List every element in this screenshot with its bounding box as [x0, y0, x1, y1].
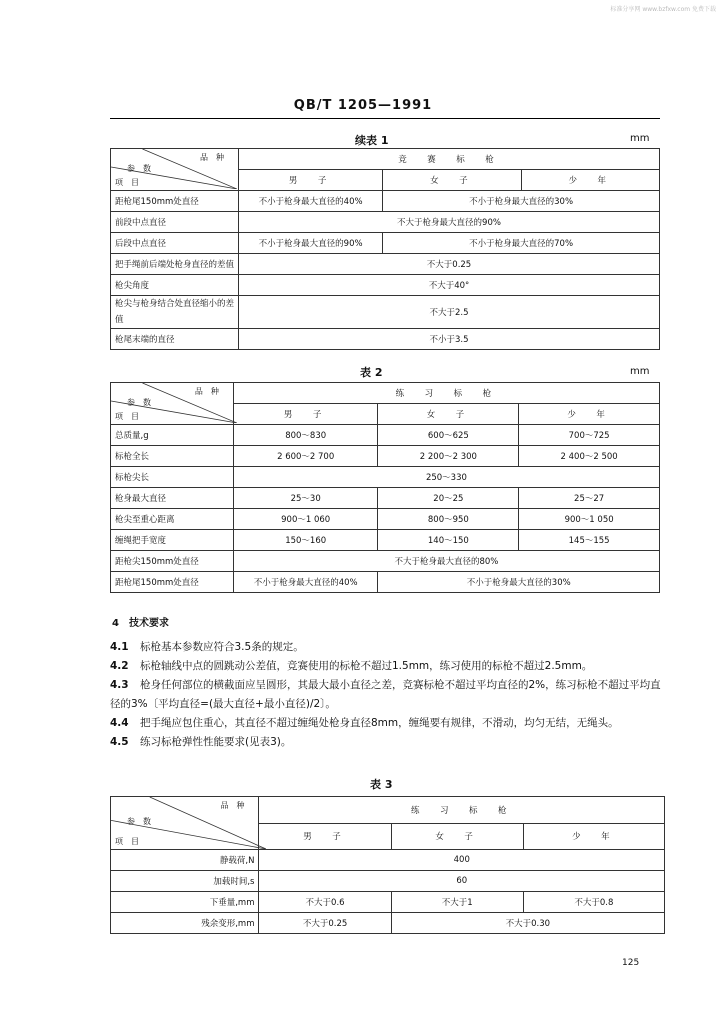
row-label: 残余变形,mm	[111, 913, 259, 934]
table-row	[111, 871, 665, 892]
diag-label-variety: 品 种	[194, 387, 219, 396]
table-row	[111, 850, 665, 871]
column-header: 女 子	[378, 404, 519, 425]
diagonal-header-cell	[111, 383, 234, 425]
value-women: 2 200～2 300	[378, 446, 519, 467]
column-header: 男 子	[233, 404, 378, 425]
group-header: 练 习 标 枪	[259, 797, 665, 824]
clause-number: 4.3	[110, 679, 129, 691]
clause-4-3	[110, 676, 665, 714]
clause-4-5	[110, 733, 665, 752]
standard-header: QB/T 1205—1991	[293, 98, 433, 113]
value-youth: 25～27	[519, 488, 660, 509]
clause-text: 标枪轴线中点的圆跳动公差值，竞赛使用的标枪不超过1.5mm，练习使用的标枪不超过2.5mm。	[140, 660, 593, 672]
column-header: 男 子	[239, 170, 383, 191]
table3	[110, 796, 665, 934]
group-header: 竞 赛 标 枪	[239, 149, 660, 170]
table-row	[111, 913, 665, 934]
table-row	[111, 191, 660, 212]
value-men: 900～1 060	[233, 509, 378, 530]
clause-text: 把手绳应包住重心，其直径不超过缠绳处枪身直径8mm，缠绳要有规律，不滑动，均匀无结，无绳头。	[140, 717, 619, 729]
value-men: 150～160	[233, 530, 378, 551]
clause-4-4	[110, 714, 665, 733]
value-youth: 2 400～2 500	[519, 446, 660, 467]
column-header: 女 子	[391, 823, 523, 850]
value-women: 140～150	[378, 530, 519, 551]
column-header: 少 年	[523, 823, 664, 850]
table-row	[111, 329, 660, 350]
value-women-youth: 不小于枪身最大直径的30%	[378, 572, 660, 593]
row-label: 把手绳前后端处枪身直径的差值	[111, 254, 239, 275]
row-label: 距枪尾150mm处直径	[111, 191, 239, 212]
value-women-youth: 不小于枪身最大直径的70%	[383, 233, 660, 254]
table-row	[111, 233, 660, 254]
diag-label-item: 项 目	[115, 412, 139, 421]
value-women: 600～625	[378, 425, 519, 446]
table2	[110, 382, 660, 593]
table-row	[111, 530, 660, 551]
table2-unit: mm	[630, 366, 650, 377]
value-women-youth: 不大于0.30	[391, 913, 664, 934]
clause-number: 4.1	[110, 641, 129, 653]
clause-number: 4.4	[110, 717, 129, 729]
diagonal-header-cell	[111, 149, 239, 191]
value-men: 不小于枪身最大直径的40%	[239, 191, 383, 212]
column-header: 少 年	[519, 404, 660, 425]
row-label: 标枪全长	[111, 446, 234, 467]
value-men: 800～830	[233, 425, 378, 446]
value-men: 不小于枪身最大直径的90%	[239, 233, 383, 254]
value-women: 不大于1	[391, 892, 523, 913]
merged-value: 不大于2.5	[239, 296, 660, 329]
table1-unit: mm	[630, 133, 650, 144]
merged-value: 60	[259, 871, 665, 892]
table-row	[111, 551, 660, 572]
merged-value: 不小于3.5	[239, 329, 660, 350]
row-label: 加载时间,s	[111, 871, 259, 892]
column-header: 少 年	[521, 170, 659, 191]
merged-value: 250～330	[233, 467, 659, 488]
diag-label-param: 参 数	[127, 816, 151, 826]
value-men: 2 600～2 700	[233, 446, 378, 467]
value-youth: 不大于0.8	[523, 892, 664, 913]
row-label: 标枪尖长	[111, 467, 234, 488]
merged-value: 不大于40°	[239, 275, 660, 296]
row-label: 距枪尾150mm处直径	[111, 572, 234, 593]
value-youth: 900～1 050	[519, 509, 660, 530]
header-rule	[110, 118, 660, 119]
column-header: 女 子	[383, 170, 521, 191]
value-women-youth: 不小于枪身最大直径的30%	[383, 191, 660, 212]
row-label: 下垂量,mm	[111, 892, 259, 913]
row-label: 缠绳把手宽度	[111, 530, 234, 551]
clause-text: 练习标枪弹性性能要求(见表3)。	[140, 736, 292, 748]
merged-value: 不大于0.25	[239, 254, 660, 275]
diag-label-item: 项 目	[115, 837, 139, 846]
value-youth: 700～725	[519, 425, 660, 446]
value-men: 不大于0.6	[259, 892, 391, 913]
value-women: 800～950	[378, 509, 519, 530]
row-label: 总质量,g	[111, 425, 234, 446]
table-row	[111, 467, 660, 488]
group-header: 练 习 标 枪	[233, 383, 659, 404]
table3-caption: 表 3	[370, 778, 393, 791]
diagonal-header-cell	[111, 797, 259, 850]
value-men: 不小于枪身最大直径的40%	[233, 572, 378, 593]
section-4-title: 4 技术要求	[112, 618, 169, 629]
row-label: 距枪尖150mm处直径	[111, 551, 234, 572]
value-men: 25～30	[233, 488, 378, 509]
diag-label-item: 项 目	[115, 178, 139, 187]
clause-4-1	[110, 638, 665, 657]
table-row	[111, 275, 660, 296]
table-row	[111, 509, 660, 530]
value-youth: 145～155	[519, 530, 660, 551]
column-header: 男 子	[259, 823, 391, 850]
row-label: 枪身最大直径	[111, 488, 234, 509]
merged-value: 400	[259, 850, 665, 871]
row-label: 枪尖角度	[111, 275, 239, 296]
row-label: 枪尾末端的直径	[111, 329, 239, 350]
row-label: 前段中点直径	[111, 212, 239, 233]
table-row	[111, 446, 660, 467]
table-row	[111, 296, 660, 329]
page-number: 125	[622, 958, 640, 968]
table-row	[111, 254, 660, 275]
value-women: 20～25	[378, 488, 519, 509]
table-row	[111, 892, 665, 913]
table2-caption: 表 2	[360, 366, 383, 379]
table1-caption: 续表 1	[355, 134, 389, 147]
row-label: 静载荷,N	[111, 850, 259, 871]
clause-number: 4.5	[110, 736, 129, 748]
diag-label-param: 参 数	[127, 398, 151, 408]
table-row	[111, 572, 660, 593]
merged-value: 不大于枪身最大直径的90%	[239, 212, 660, 233]
merged-value: 不大于枪身最大直径的80%	[233, 551, 659, 572]
row-label: 后段中点直径	[111, 233, 239, 254]
clause-text: 标枪基本参数应符合3.5条的规定。	[140, 641, 304, 653]
diag-label-variety: 品 种	[220, 801, 245, 810]
table1	[110, 148, 660, 350]
row-label: 枪尖与枪身结合处直径缩小的差值	[111, 296, 239, 329]
table-row	[111, 212, 660, 233]
value-men: 不大于0.25	[259, 913, 391, 934]
clause-4-2	[110, 657, 665, 676]
section-4-body	[110, 638, 665, 752]
diag-label-param: 参 数	[127, 164, 151, 174]
table-row	[111, 488, 660, 509]
diag-label-variety: 品 种	[200, 153, 225, 162]
table-row	[111, 425, 660, 446]
row-label: 枪尖至重心距离	[111, 509, 234, 530]
clause-text: 枪身任何部位的横截面应呈圆形，其最大最小直径之差，竞赛标枪不超过平均直径的2%，练习标枪不超过平均直径的3%〔平均直径=(最大直径+最小直径)/2〕。	[110, 679, 661, 710]
watermark: 标准分享网 www.bzfxw.com 免费下载	[610, 6, 716, 13]
clause-number: 4.2	[110, 660, 129, 672]
